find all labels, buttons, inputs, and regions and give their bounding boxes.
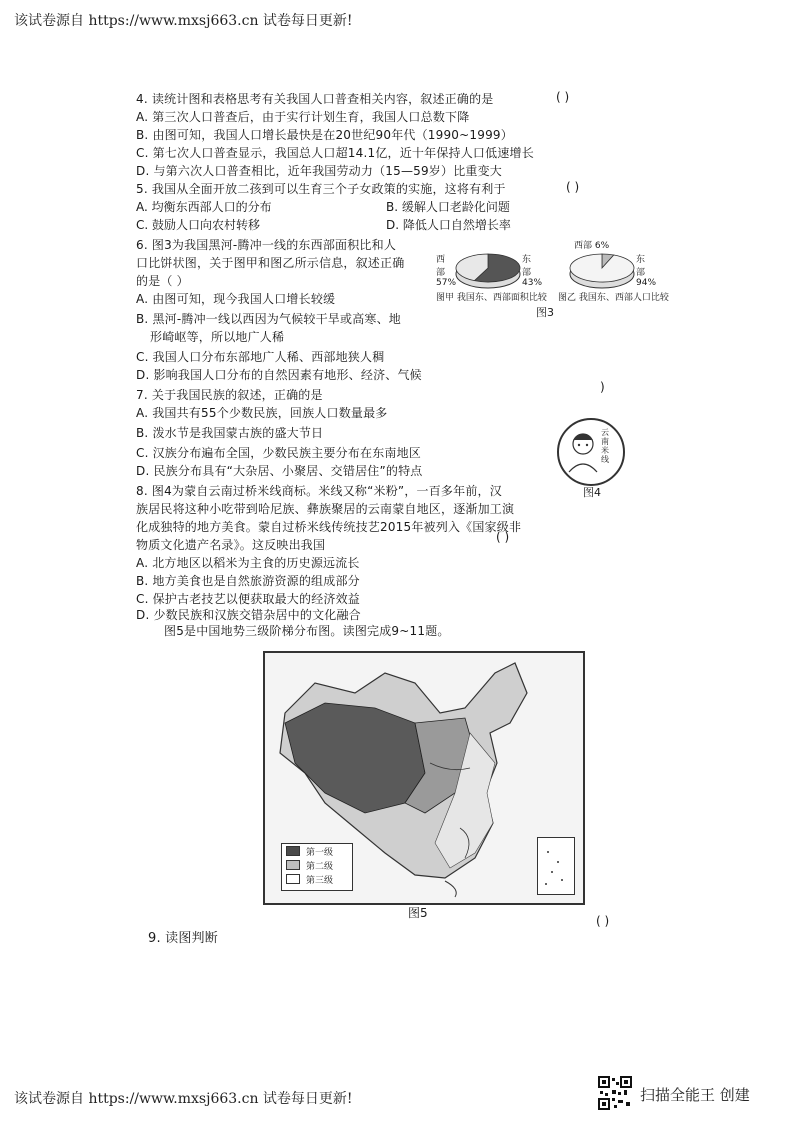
- question-7-option-c: C. 汉族分布遍布全国，少数民族主要分布在东南地区: [136, 446, 422, 460]
- south-china-sea-inset: [537, 837, 575, 895]
- question-7-option-a: A. 我国共有55个少数民族，回族人口数量最多: [136, 406, 388, 420]
- pie-b-west-label: 西部 6%: [574, 241, 610, 251]
- question-8-stem-line2: 族居民将这种小吃带到哈尼族、彝族聚居的云南蒙自地区，逐渐加工演: [136, 502, 515, 516]
- question-4-bracket: ( ): [556, 90, 570, 104]
- pie-a-caption: 图甲 我国东、西部面积比较: [436, 293, 547, 303]
- question-4-option-c: C. 第七次人口普查显示，我国总人口超14.1亿，近十年保持人口低速增长: [136, 146, 534, 160]
- question-5-option-c: C. 鼓励人口向农村转移: [136, 218, 261, 232]
- figure-3: [436, 238, 676, 318]
- question-8-option-d: D. 少数民族和汉族交错杂居中的文化融合: [136, 608, 361, 622]
- figure-5-caption: 图5: [408, 906, 428, 920]
- pie-a-west-label: 西部 57%: [436, 255, 457, 288]
- pie-b-caption: 图乙 我国东、西部人口比较: [558, 293, 669, 303]
- question-8-stem: 8. 图4为蒙自云南过桥米线商标。米线又称“米粉”，一百多年前，汉: [136, 484, 502, 498]
- question-4-option-d: D. 与第六次人口普查相比，近年我国劳动力（15—59岁）比重变大: [136, 164, 503, 178]
- question-5-bracket: ( ): [566, 180, 580, 194]
- legend-item-level-2: 第二级: [282, 858, 352, 872]
- question-7-stem: 7. 关于我国民族的叙述，正确的是: [136, 388, 323, 402]
- figure-3-caption: 图3: [536, 306, 554, 319]
- question-8-stem-line3: 化成独特的地方美食。蒙自过桥米线传统技艺2015年被列入《国家级非: [136, 520, 522, 534]
- pie-population-comparison: [570, 254, 634, 288]
- question-9-stem: 9. 读图判断: [148, 931, 218, 946]
- question-4-stem: 4. 读统计图和表格思考有关我国人口普查相关内容，叙述正确的是: [136, 92, 494, 106]
- figure-5-intro: 图5是中国地势三级阶梯分布图。读图完成9~11题。: [164, 624, 450, 638]
- question-6-option-d: D. 影响我国人口分布的自然因素有地形、经济、气候: [136, 368, 422, 382]
- question-6-stem-line2: 口比饼状图，关于图甲和图乙所示信息，叙述正确: [136, 256, 405, 270]
- pie-a-east-label: 东部 43%: [522, 255, 543, 288]
- figure-5-terrain-map: [263, 651, 585, 905]
- question-5-stem: 5. 我国从全面开放二孩到可以生育三个子女政策的实施，这将有利于: [136, 182, 506, 196]
- pie-area-comparison: [456, 254, 520, 288]
- south-sea-islands-icon: [538, 838, 574, 894]
- question-9-bracket: ( ): [596, 914, 610, 928]
- source-header: 该试卷源自 https://www.mxsj663.cn 试卷每日更新!: [14, 13, 353, 29]
- question-5-option-d: D. 降低人口自然增长率: [386, 218, 511, 232]
- question-6-option-c: C. 我国人口分布东部地广人稀、西部地狭人稠: [136, 350, 385, 364]
- logo-text: 云南米线: [601, 428, 609, 464]
- map-legend: [281, 843, 353, 891]
- question-8-stem-line4: 物质文化遗产名录》。这反映出我国: [136, 538, 326, 552]
- legend-swatch-1: [286, 846, 300, 856]
- legend-swatch-3: [286, 874, 300, 884]
- legend-swatch-2: [286, 860, 300, 870]
- question-5-option-a: A. 均衡东西部人口的分布: [136, 200, 272, 214]
- question-6-stem-line3: 的是（ ）: [136, 274, 189, 288]
- question-7-option-b: B. 泼水节是我国蒙古族的盛大节日: [136, 426, 324, 440]
- question-4-option-b: B. 由图可知，我国人口增长最快是在20世纪90年代（1990~1999）: [136, 128, 513, 142]
- question-6-option-a: A. 由图可知，现今我国人口增长较缓: [136, 292, 336, 306]
- question-8-option-c: C. 保护古老技艺以便获取最大的经济效益: [136, 592, 361, 606]
- figure-4-caption: 图4: [583, 486, 601, 499]
- source-footer: 该试卷源自 https://www.mxsj663.cn 试卷每日更新!: [14, 1091, 353, 1107]
- legend-item-level-3: 第三级: [282, 872, 352, 886]
- pie-slice-东部: [570, 254, 634, 282]
- qr-code-icon: [598, 1076, 632, 1110]
- pie-b-east-label: 东部 94%: [636, 255, 657, 288]
- question-5-option-b: B. 缓解人口老龄化问题: [386, 200, 510, 214]
- question-7-bracket: ): [600, 380, 605, 394]
- question-7-option-d: D. 民族分布具有“大杂居、小聚居、交错居住”的特点: [136, 464, 423, 478]
- question-8-option-a: A. 北方地区以稻米为主食的历史源远流长: [136, 556, 360, 570]
- question-8-option-b: B. 地方美食也是自然旅游资源的组成部分: [136, 574, 360, 588]
- question-6-option-b: B. 黑河-腾冲一线以西因为气候较干旱或高寒、地: [136, 312, 401, 326]
- legend-item-level-1: 第一级: [282, 844, 352, 858]
- scanner-watermark: 扫描全能王 创建: [640, 1086, 750, 1104]
- question-8-bracket: ( ): [496, 530, 510, 544]
- question-6-stem: 6. 图3为我国黑河-腾冲一线的东西部面积比和人: [136, 238, 397, 252]
- question-6-option-b-cont: 形崎岖等，所以地广人稀: [150, 330, 285, 344]
- question-4-option-a: A. 第三次人口普查后，由于实行计划生育，我国人口总数下降: [136, 110, 470, 124]
